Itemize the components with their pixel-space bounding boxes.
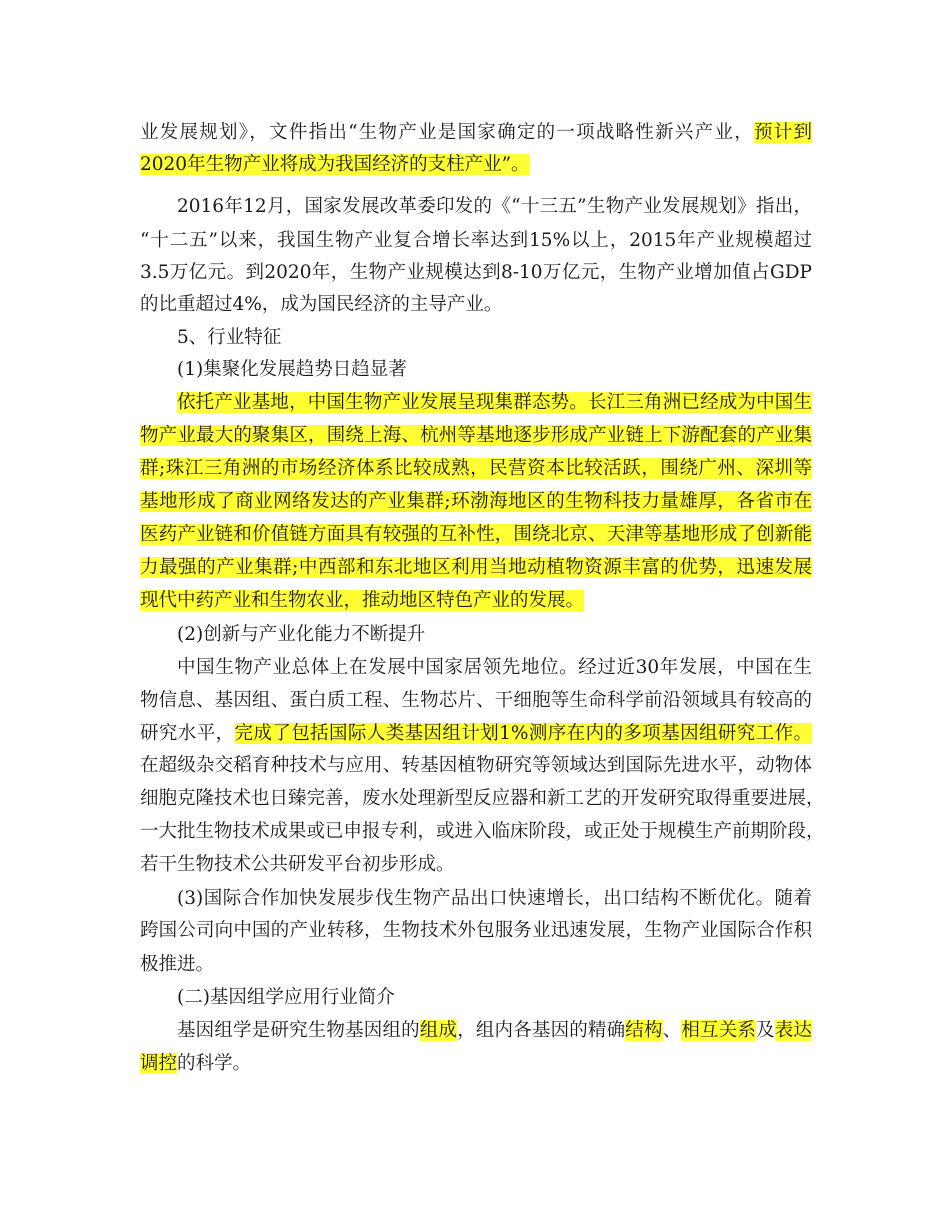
highlighted-text: 2020年生物产业将成为我国经济的支柱产业”。 — [140, 154, 530, 175]
highlighted-text: 依托产业基地，中国生物产业发展呈现集群态势。长江三角洲已经成为中国生 — [177, 392, 812, 413]
text-run: 2016年12月，国家发展改革委印发的《“十三五”生物产业发展规划》指出， — [177, 196, 812, 217]
text-run: 5、行业特征 — [177, 327, 282, 348]
highlighted-text: 力最强的产业集群;中西部和东北地区利用当地动植物资源丰富的优势，迅速发展 — [140, 557, 812, 578]
text-line — [177, 323, 812, 353]
text-line — [140, 950, 812, 980]
highlighted-text: 完成了包括国际人类基因组计划1%测序在内的多项基因组研究工作。 — [234, 723, 812, 744]
text-line — [140, 290, 812, 320]
text-run: 3.5万亿元。到2020年，生物产业规模达到8-10万亿元，生物产业增加值占GDP — [140, 262, 813, 283]
text-run: (3)国际合作加快发展步伐生物产品出口快速增长，出口结构不断优化。随着 — [177, 888, 812, 909]
text-line — [140, 751, 812, 781]
text-line — [140, 421, 812, 451]
highlighted-text: 预计到 — [753, 122, 812, 143]
text-run: 在超级杂交稻育种技术与应用、转基因植物研究等领域达到国际先进水平，动物体 — [140, 755, 812, 776]
text-line — [140, 487, 812, 517]
highlighted-text: 调控 — [140, 1053, 178, 1074]
text-run: 若干生物技术公共研发平台初步形成。 — [140, 854, 455, 875]
text-line — [140, 553, 812, 583]
text-line — [140, 719, 812, 749]
highlighted-text: 基地形成了商业网络发达的产业集群;环渤海地区的生物科技力量雄厚，各省市在 — [140, 491, 812, 512]
text-run: 一大批生物技术成果或已申报专利，或进入临床阶段，或正处于规模生产前期阶段， — [140, 821, 825, 842]
highlighted-text: 物产业最大的聚集区，围绕上海、杭州等基地逐步形成产业链上下游配套的产业集 — [140, 425, 812, 446]
text-line — [140, 850, 812, 880]
text-line — [140, 150, 812, 180]
text-run: (二)基因组学应用行业简介 — [177, 987, 395, 1008]
text-line — [140, 817, 825, 847]
text-line — [140, 586, 812, 616]
highlighted-text: 表达 — [774, 1020, 812, 1041]
text-run: 中国生物产业总体上在发展中国家居领先地位。经过近30年发展，中国在生 — [177, 657, 812, 678]
highlighted-text: 相互关系 — [681, 1020, 757, 1041]
text-run: 研究水平， — [140, 723, 235, 744]
text-line — [177, 355, 812, 385]
text-run: (2)创新与产业化能力不断提升 — [177, 624, 426, 645]
highlighted-text: 群;珠江三角洲的市场经济体系比较成熟，民营资本比较活跃，围绕广州、深圳等 — [140, 458, 812, 479]
text-line — [140, 916, 812, 946]
text-run: 极推进。 — [140, 954, 215, 975]
text-line — [140, 1049, 812, 1079]
text-line — [177, 388, 812, 418]
text-run: 基因组学是研究生物基因组的 — [177, 1020, 420, 1041]
text-run: (1)集聚化发展趋势日趋显著 — [177, 359, 407, 380]
text-line — [177, 620, 812, 650]
text-run: 业发展规划》，文件指出“生物产业是国家确定的一项战略性新兴产业， — [140, 122, 754, 143]
text-run: 及 — [756, 1020, 775, 1041]
text-line — [140, 258, 812, 288]
text-line — [177, 884, 812, 914]
text-run: 跨国公司向中国的产业转移，生物技术外包服务业迅速发展，生物产业国际合作积 — [140, 920, 812, 941]
highlighted-text: 医药产业链和价值链方面具有较强的互补性，围绕北京、天津等基地形成了创新能 — [140, 524, 812, 545]
highlighted-text: 结构 — [625, 1020, 663, 1041]
text-line — [140, 226, 812, 256]
text-run: 的比重超过4%，成为国民经济的主导产业。 — [140, 294, 503, 315]
text-line — [140, 118, 812, 148]
text-line — [140, 454, 812, 484]
text-line — [140, 686, 812, 716]
text-run: 、 — [662, 1020, 682, 1041]
text-run: “十二五”以来，我国生物产业复合增长率达到15%以上，2015年产业规模超过 — [140, 230, 812, 251]
text-line — [177, 653, 812, 683]
text-line — [177, 1016, 812, 1046]
text-run: 的科学。 — [177, 1053, 252, 1074]
text-line — [140, 784, 825, 814]
text-line — [177, 983, 812, 1013]
text-line — [140, 520, 812, 550]
text-run: ，组内各基因的精确 — [457, 1020, 626, 1041]
text-line — [177, 192, 812, 222]
highlighted-text: 现代中药产业和生物农业，推动地区特色产业的发展。 — [140, 590, 585, 611]
highlighted-text: 组成 — [419, 1020, 458, 1041]
text-run: 细胞克隆技术也日臻完善，废水处理新型反应器和新工艺的开发研究取得重要进展， — [140, 788, 825, 809]
text-run: 物信息、基因组、蛋白质工程、生物芯片、干细胞等生命科学前沿领域具有较高的 — [140, 690, 812, 711]
